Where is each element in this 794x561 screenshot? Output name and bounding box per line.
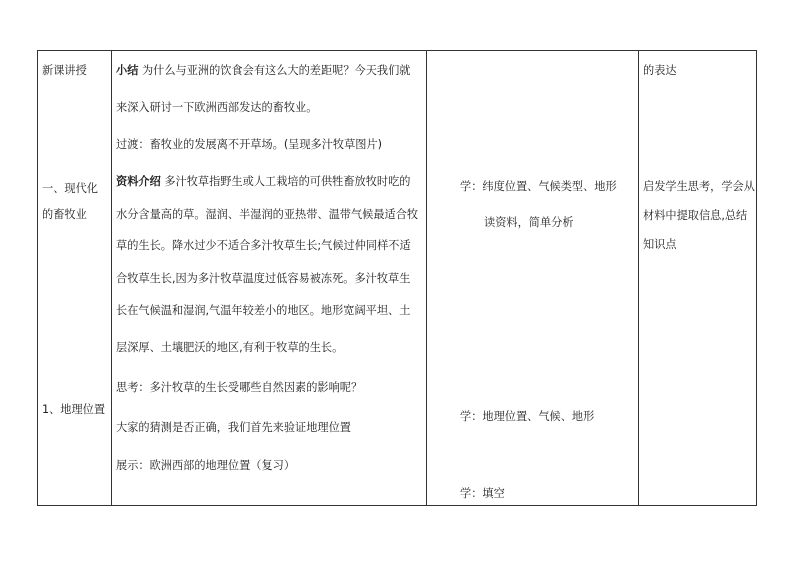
material-label: 资料介绍: [116, 175, 161, 188]
column-content: [112, 51, 427, 505]
intent-line-2: 材料中提取信息,总结: [643, 209, 748, 222]
topic-line-2: 的畜牧业: [42, 208, 87, 221]
intent-line-1: 启发学生思考，学会从: [643, 180, 755, 193]
transition-text: 过渡：畜牧业的发展离不开草场。(呈现多汁牧草图片): [116, 138, 383, 151]
lesson-plan-table: [37, 50, 757, 506]
topic-line-1: 一、现代化: [42, 182, 98, 195]
intent-top: 的表达: [643, 64, 677, 77]
column-design-intent: [639, 51, 756, 505]
section-label: 新课讲授: [42, 64, 87, 77]
material-text-1: 多汁牧草指野生或人工栽培的可供牲畜放牧时吃的: [160, 175, 411, 188]
material-line-5: 长在气候温和湿润,气温年较差小的地区。地形宽阔平坦、土: [116, 304, 411, 317]
sub-topic-label: 1、地理位置: [42, 403, 106, 416]
activity-1-line-1: 学：纬度位置、气候类型、地形: [460, 180, 617, 193]
summary-text-1: 为什么与亚洲的饮食会有这么大的差距呢？今天我们就: [138, 64, 411, 77]
activity-3: 学：填空: [460, 487, 505, 500]
activity-1-line-2: 读资料，简单分析: [484, 216, 574, 229]
material-line-4: 合牧草生长,因为多汁牧草温度过低容易被冻死。多汁牧草生: [116, 272, 411, 285]
guess-text: 大家的猜测是否正确，我们首先来验证地理位置: [116, 421, 351, 434]
summary-line-2: 来深入研讨一下欧洲西部发达的畜牧业。: [116, 101, 318, 114]
intent-line-3: 知识点: [643, 238, 677, 251]
material-line-1: [116, 175, 410, 189]
question-text: 思考：多汁牧草的生长受哪些自然因素的影响呢？: [116, 381, 363, 394]
column-section: [38, 51, 112, 505]
material-line-2: 水分含量高的草。湿润、半湿润的亚热带、温带气候最适合牧: [116, 208, 419, 221]
material-line-3: 草的生长。降水过少不适合多汁牧草生长;气候过仲同样不适: [116, 239, 411, 252]
material-line-6: 层深厚、土壤肥沃的地区,有利于牧草的生长。: [116, 341, 344, 354]
summary-label: 小结: [116, 64, 139, 77]
summary-line-1: [116, 64, 410, 78]
activity-2: 学：地理位置、气候、地形: [460, 410, 595, 423]
column-student-activity: [427, 51, 639, 505]
show-text: 展示：欧洲西部的地理位置（复习）: [116, 459, 296, 472]
